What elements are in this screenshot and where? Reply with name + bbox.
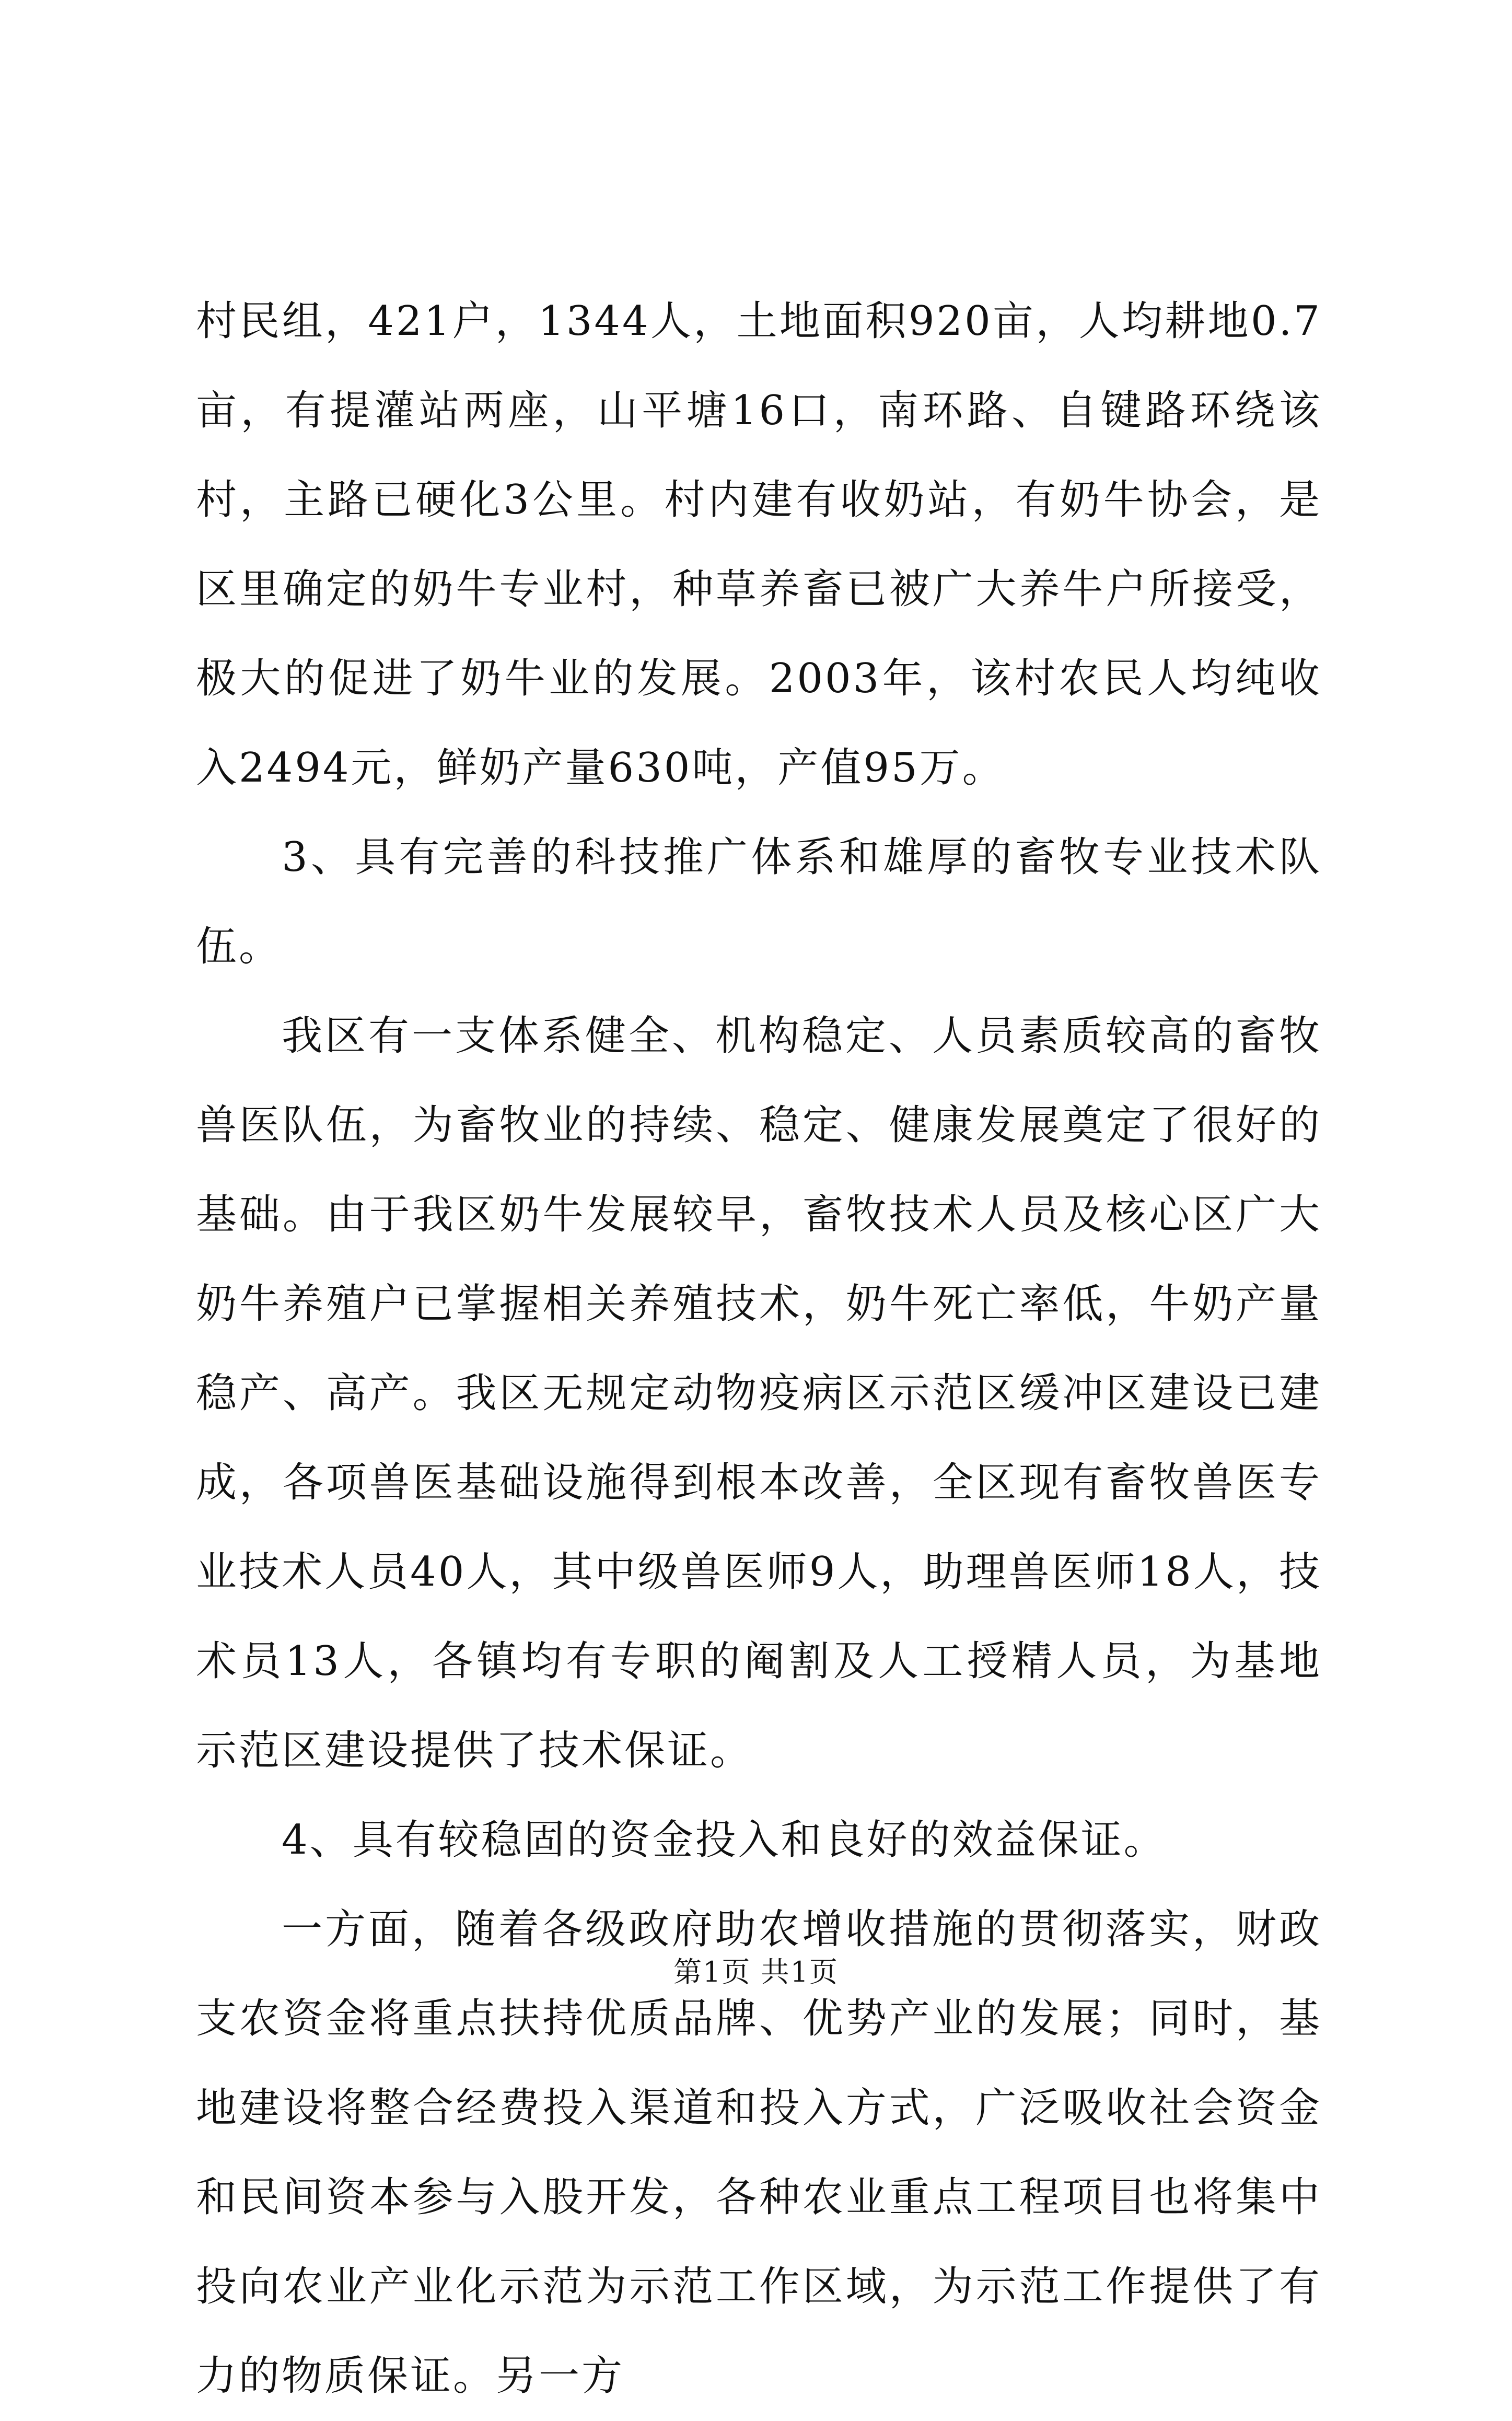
paragraph-vet-team: 我区有一支体系健全、机构稳定、人员素质较高的畜牧兽医队伍，为畜牧业的持续、稳定、健康发展奠定了很好的基础。由于我区奶牛发展较早，畜牧技术人员及核心区广大奶牛养殖户已掌握相关养殖技术，奶牛死亡率低，牛奶产量稳产、高产。我区无规定动物疫病区示范区缓冲区建设已建成，各项兽医基础设施得到根本改善，全区现有畜牧兽医专业技术人员40人，其中级兽医师9人，助理兽医师18人，技术员13人，各镇均有专职的阉割及人工授精人员，为基地示范区建设提供了技术保证。: [196, 1012, 1322, 1774]
heading-tech-system: 3、具有完善的科技推广体系和雄厚的畜牧专业技术队伍。: [196, 834, 1322, 970]
page-footer: 第1页 共1页: [673, 1956, 839, 1988]
heading-funding: 4、具有较稳固的资金投入和良好的效益保证。: [282, 1817, 1167, 1864]
document-body: [196, 277, 1322, 2421]
paragraph-village-profile: 村民组，421户，1344人，土地面积920亩，人均耕地0.7亩，有提灌站两座，山平塘16口，南环路、自键路环绕该村，主路已硬化3公里。村内建有收奶站，有奶牛协会，是区里确定的奶牛专业村，种草养畜已被广大养牛户所接受，极大的促进了奶牛业的发展。2003年，该村农民人均纯收入2494元，鲜奶产量630吨，产值95万。: [196, 298, 1322, 792]
paragraph-funding: 一方面，随着各级政府助农增收措施的贯彻落实，财政支农资金将重点扶持优质品牌、优势产业的发展；同时，基地建设将整合经费投入渠道和投入方式，广泛吸收社会资金和民间资本参与入股开发，各种农业重点工程项目也将集中投向农业产业化示范为示范工作区域，为示范工作提供了有力的物质保证。另一方: [196, 1906, 1322, 2400]
